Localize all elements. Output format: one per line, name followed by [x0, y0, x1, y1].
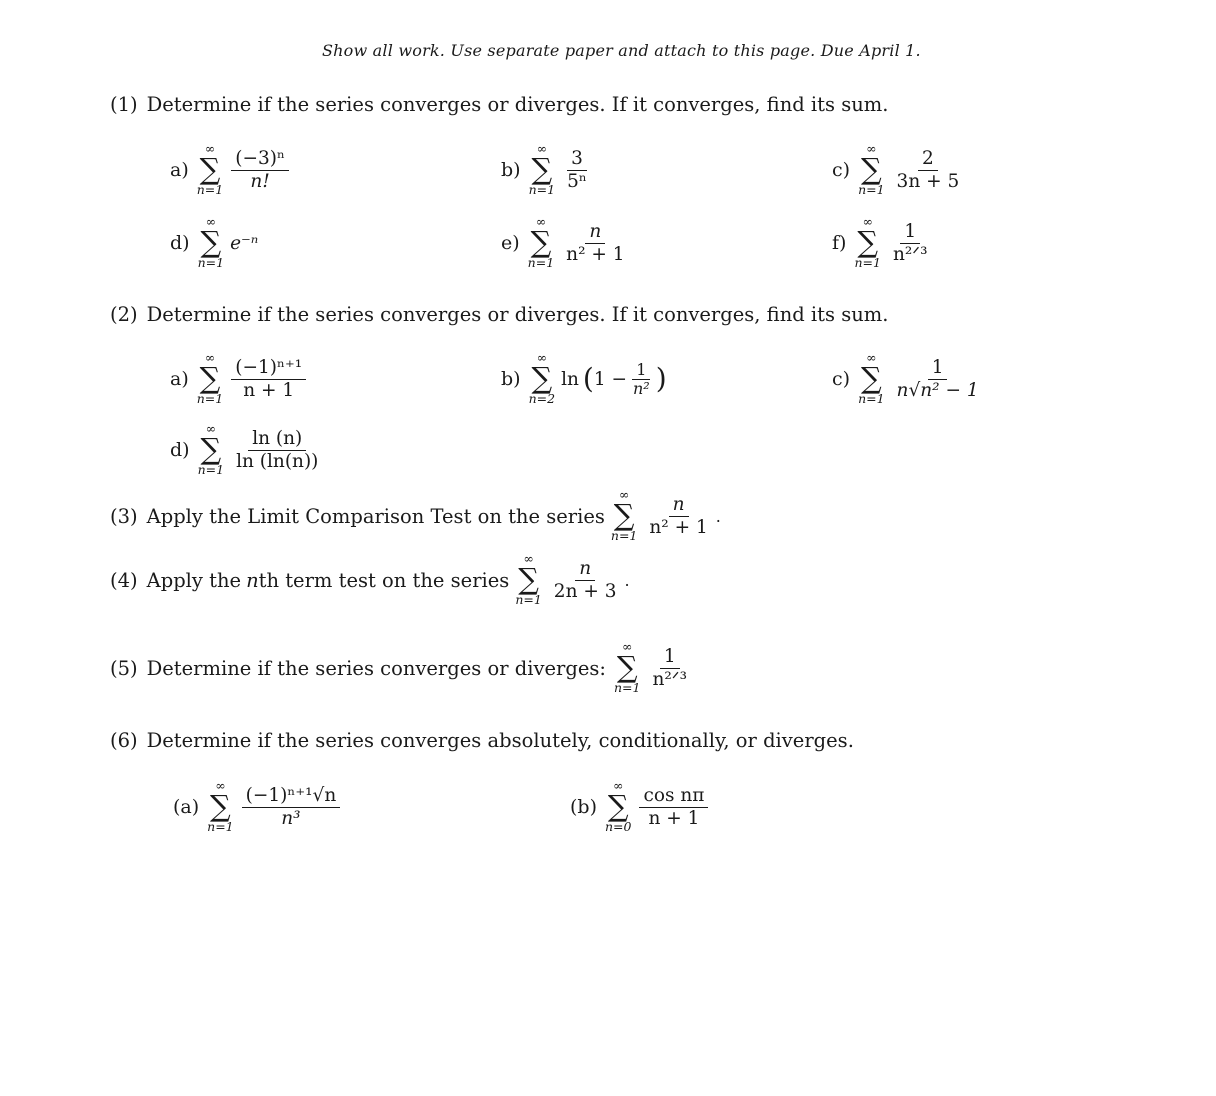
upper-limit: ∞ [205, 421, 217, 436]
lower-limit: n=1 [196, 182, 224, 197]
upper-limit: ∞ [536, 350, 548, 365]
fraction [550, 558, 621, 603]
q1-item-d [170, 216, 258, 270]
fraction [889, 221, 932, 266]
question-6-number: (6) [110, 729, 138, 752]
q1-item-b [501, 143, 593, 197]
numerator: 1 [928, 357, 948, 380]
denominator: 3n + 5 [896, 170, 960, 192]
sigma-icon: ∑ [531, 152, 553, 186]
numerator: 3 [567, 148, 587, 171]
upper-limit: ∞ [618, 487, 630, 502]
summation [198, 423, 224, 477]
sigma-icon: ∑ [200, 432, 222, 466]
numerator: n [585, 221, 605, 244]
close-paren: ) [655, 362, 667, 395]
fraction [232, 428, 322, 473]
q2-item-d [170, 423, 324, 477]
sigma-icon: ∑ [860, 152, 882, 186]
summation [614, 641, 640, 695]
q2-item-a [170, 352, 308, 406]
sigma-icon: ∑ [531, 361, 553, 395]
denominator: n² + 1 [566, 243, 625, 265]
upper-limit: ∞ [204, 350, 216, 365]
fraction [893, 148, 964, 193]
q2-item-c [832, 352, 985, 406]
question-2 [110, 303, 888, 326]
lower-limit: n=0 [605, 819, 632, 834]
q1-item-a [170, 143, 291, 197]
denominator: 2n + 3 [553, 580, 617, 602]
summation [611, 489, 637, 543]
numerator: 2 [918, 148, 938, 171]
numerator: cos nπ [639, 785, 708, 808]
fraction [563, 148, 591, 193]
question-4-text-a: Apply the [146, 568, 242, 592]
denominator: n² [633, 378, 650, 398]
question-1-text: Determine if the series converges or diverges. If it converges, find its sum. [146, 93, 889, 116]
denominator: n³ [281, 807, 301, 829]
question-5-number: (5) [110, 656, 138, 680]
summation [197, 143, 223, 197]
lower-limit: n=1 [196, 391, 224, 406]
lower-limit: n=2 [528, 391, 556, 406]
denominator: ln (ln(n)) [236, 450, 319, 472]
summation [528, 216, 554, 270]
upper-limit: ∞ [215, 778, 226, 793]
denominator: n² + 1 [649, 516, 708, 538]
question-5 [110, 641, 693, 695]
sigma-icon: ∑ [607, 789, 629, 823]
summation [605, 780, 631, 834]
fraction [231, 357, 306, 402]
fraction [242, 785, 341, 830]
summation [198, 216, 224, 270]
upper-limit: ∞ [866, 350, 877, 365]
fraction [562, 221, 628, 266]
item-label: b) [501, 159, 521, 181]
lower-limit: n=1 [858, 391, 885, 406]
fraction [893, 357, 983, 402]
question-3-text: Apply the Limit Comparison Test on the series [146, 504, 605, 528]
numerator: 1 [900, 221, 920, 244]
summation [854, 216, 880, 270]
q6-item-a [173, 780, 342, 834]
expression-part: 1 − [593, 368, 627, 390]
question-4-number: (4) [110, 568, 138, 592]
summation [515, 553, 541, 607]
item-label: (a) [173, 796, 200, 818]
lower-limit: n=1 [854, 255, 881, 270]
fraction [639, 785, 708, 830]
summation [207, 780, 233, 834]
denominator: 5ⁿ [567, 170, 587, 192]
item-label: c) [832, 159, 851, 181]
denominator: n²ᐟ³ [892, 243, 928, 265]
lower-limit: n=1 [197, 462, 225, 477]
lower-limit: n=1 [515, 592, 542, 607]
upper-limit: ∞ [862, 214, 873, 229]
item-label: d) [170, 232, 190, 254]
period: . [715, 506, 721, 526]
numerator: (−1)ⁿ⁺¹ [231, 357, 306, 380]
question-1-number: (1) [110, 93, 138, 116]
sigma-icon: ∑ [860, 361, 882, 395]
denominator: n! [250, 170, 270, 192]
summation [858, 143, 884, 197]
summation [858, 352, 884, 406]
denominator: n√n² − 1 [896, 379, 979, 401]
upper-limit: ∞ [204, 141, 216, 156]
item-label: d) [170, 439, 190, 461]
denominator: n + 1 [243, 379, 295, 401]
sigma-icon: ∑ [210, 789, 231, 823]
upper-limit: ∞ [536, 141, 548, 156]
summation [529, 143, 555, 197]
ln-function: ln [561, 368, 579, 390]
period: . [624, 570, 630, 590]
question-5-text: Determine if the series converges or diverges: [146, 656, 606, 680]
question-6-text: Determine if the series converges absolutely, conditionally, or diverges. [146, 729, 854, 752]
q1-item-e [501, 216, 631, 270]
sigma-icon: ∑ [530, 225, 552, 259]
upper-limit: ∞ [205, 214, 217, 229]
question-2-text: Determine if the series converges or diverges. If it converges, find its sum. [146, 303, 889, 326]
sigma-icon: ∑ [518, 562, 539, 596]
lower-limit: n=1 [197, 255, 225, 270]
question-4-text-n: n [246, 568, 259, 592]
instructions: Show all work. Use separate paper and attach to this page. Due April 1. [322, 41, 921, 60]
upper-limit: ∞ [621, 639, 633, 654]
question-2-number: (2) [110, 303, 138, 326]
open-paren: ( [582, 362, 594, 395]
summation [197, 352, 223, 406]
q2-item-b [501, 352, 667, 406]
series-term: e⁻ⁿ [230, 232, 259, 254]
numerator: (−1)ⁿ⁺¹√n [242, 785, 341, 808]
fraction [648, 646, 691, 691]
lower-limit: n=1 [610, 528, 638, 543]
q1-item-c [832, 143, 965, 197]
item-label: c) [832, 368, 851, 390]
question-4-text-b: th term test on the series [258, 568, 510, 592]
item-label: e) [501, 232, 520, 254]
fraction [231, 148, 289, 193]
fraction [645, 494, 711, 539]
numerator: n [669, 494, 689, 517]
numerator: n [575, 558, 595, 581]
numerator: 1 [632, 361, 650, 380]
upper-limit: ∞ [613, 778, 624, 793]
lower-limit: n=1 [207, 819, 234, 834]
lower-limit: n=1 [527, 255, 555, 270]
sigma-icon: ∑ [199, 361, 221, 395]
lower-limit: n=1 [858, 182, 885, 197]
question-3 [110, 489, 721, 543]
upper-limit: ∞ [523, 551, 534, 566]
denominator: n + 1 [648, 807, 700, 829]
sigma-icon: ∑ [200, 225, 222, 259]
q6-item-b [570, 780, 710, 834]
item-label: f) [832, 232, 847, 254]
lower-limit: n=1 [528, 182, 556, 197]
lower-limit: n=1 [613, 680, 641, 695]
item-label: (b) [570, 796, 597, 818]
sigma-icon: ∑ [857, 225, 879, 259]
upper-limit: ∞ [535, 214, 547, 229]
item-label: b) [501, 368, 521, 390]
q1-item-f [832, 216, 934, 270]
sigma-icon: ∑ [616, 650, 638, 684]
numerator: (−3)ⁿ [231, 148, 289, 171]
question-6 [110, 729, 854, 752]
item-label: a) [170, 368, 189, 390]
fraction [629, 361, 654, 398]
numerator: ln (n) [248, 428, 306, 451]
sigma-icon: ∑ [613, 498, 635, 532]
sigma-icon: ∑ [199, 152, 221, 186]
upper-limit: ∞ [866, 141, 877, 156]
summation [529, 352, 555, 406]
numerator: 1 [660, 646, 680, 669]
question-3-number: (3) [110, 504, 138, 528]
denominator: n²ᐟ³ [652, 668, 688, 690]
question-1 [110, 93, 888, 116]
item-label: a) [170, 159, 189, 181]
question-4 [110, 553, 630, 607]
